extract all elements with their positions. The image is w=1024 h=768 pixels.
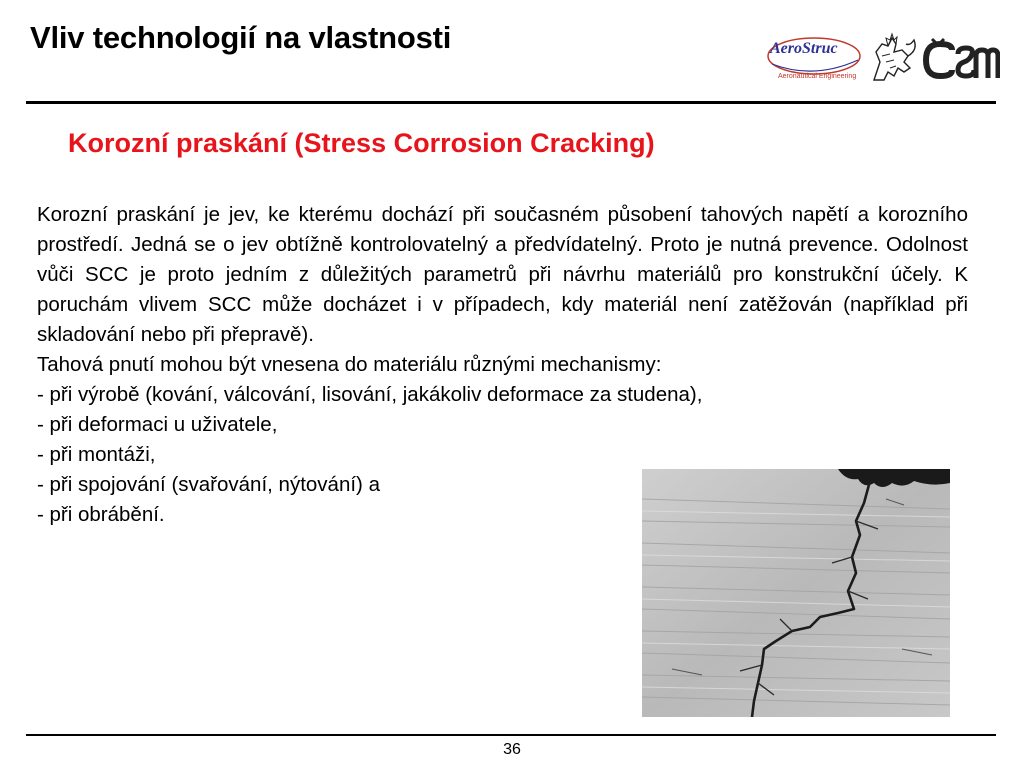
header-divider bbox=[26, 101, 996, 104]
list-item: - při obrábění. bbox=[37, 503, 165, 526]
slide-title: Vliv technologií na vlastnosti bbox=[30, 20, 452, 55]
footer-divider bbox=[26, 734, 996, 736]
csm-logo-icon bbox=[922, 36, 1000, 82]
aerostruc-tagline: Aeronautical Engineering bbox=[778, 73, 857, 80]
list-item: - při výrobě (kování, válcování, lisování, jakákoliv deformace za studena), bbox=[37, 383, 703, 406]
aerostruc-name: AeroStruc bbox=[770, 40, 838, 57]
list-item: - při deformaci u uživatele, bbox=[37, 413, 278, 436]
mechanisms-intro: Tahová pnutí mohou být vnesena do materiálu různými mechanismy: bbox=[37, 353, 662, 376]
body-paragraph: Korozní praskání je jev, ke kterému dochází při současném působení tahových napětí a korozního prostředí. Jedná se o jev obtížně kontrolovatelný a předvídatelný. Proto je nutná prevence. Odolnost vůči SCC je proto jedním z důležitých parametrů při návrhu materiálů pro konstrukční účely. K poruchám vlivem SCC může docházet i v případech, kdy materiál není zatěžován (například při skladování nebo při přepravě). bbox=[37, 203, 968, 346]
list-item: - při spojování (svařování, nýtování) a bbox=[37, 473, 380, 496]
header-logos bbox=[766, 30, 1006, 90]
list-item: - při montáži, bbox=[37, 443, 156, 466]
aerostruc-logo bbox=[766, 30, 864, 88]
crack-micrograph-image bbox=[642, 469, 950, 717]
slide-subtitle: Korozní praskání (Stress Corrosion Cracking) bbox=[68, 128, 655, 158]
czech-lion-icon bbox=[864, 32, 922, 84]
page-number: 36 bbox=[503, 741, 521, 758]
